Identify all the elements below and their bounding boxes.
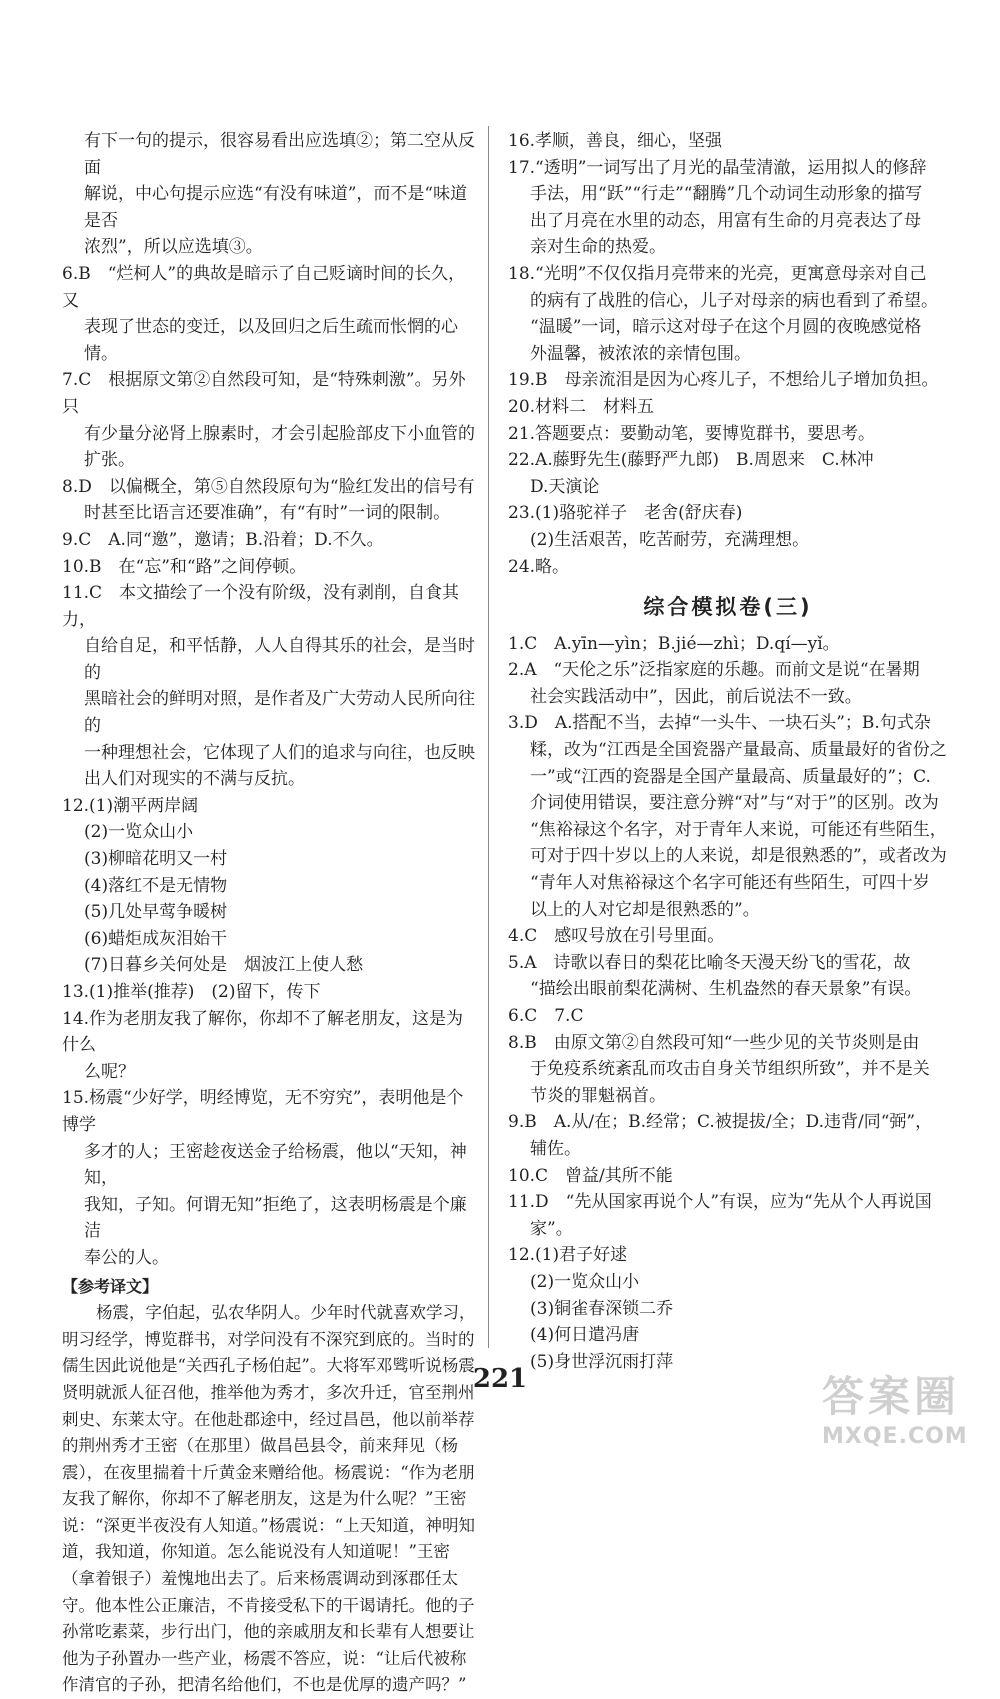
reference-translation-text: 杨震，字伯起，弘农华阴人。少年时代就喜欢学习，明习经学，博览群书，对学问没有不深究到底的。当时的儒生因此说他是“关西孔子杨伯起”。大将军邓骘听说杨震贤明就派人征召他，推举他为秀才，多次升迁，官至荆州刺史、东莱太守。在他赴郡途中，经过昌邑，他以前举荐的荆州秀才王密（在那里）做昌邑县令，前来拜见（杨震），在夜里揣着十斤黄金来赠给他。杨震说：“作为老朋友我了解你，你却不了解老朋友，这是为什么呢？”王密说：“深更半夜没有人知道。”杨震说：“上天知道，神明知道，我知道，你知道。怎么能说没有人知道呢！”王密（拿着银子）羞愧地出去了。后来杨震调动到涿郡任太守。他本性公正廉洁，不肯接受私下的干谒请托。他的子孙常吃素菜，步行出门，他的亲戚朋友和长辈有人想要让他为子孙置办一些产业，杨震不答应，说：“让后代被称作清官的子孙，把清名给他们，不也是优厚的遗产吗？” xyxy=(62,1303,476,1695)
answer-line: 扩张。 xyxy=(84,450,135,471)
answer-21: 21.答题要点：要勤动笔，要博览群书，要思考。 xyxy=(508,423,876,444)
answer-24: 24.略。 xyxy=(508,556,570,577)
answer-line: 我知，子知。何谓无知”拒绝了，这表明杨震是个廉洁 xyxy=(84,1194,467,1242)
answer-s9: 9.B A.从/在；B.经常；C.被提拔/全；D.违背/同“弼”， xyxy=(508,1112,933,1133)
answer-line: 出了月亮在水里的动态，用富有生命的月亮表达了母 xyxy=(530,210,921,231)
answer-line: 于免疫系统紊乱而攻击自身关节组织所致”，并不是关 xyxy=(530,1059,930,1080)
answer-line: 的病有了战胜的信心，儿子对母亲的病也看到了希望。 xyxy=(530,290,938,311)
answer-line: 有下一句的提示，很容易看出应选填②；第二空从反面 xyxy=(84,131,475,178)
answer-19: 19.B 母亲流泪是因为心疼儿子，不想给儿子增加负担。 xyxy=(508,370,939,391)
answer-s2: 2.A “天伦之乐”泛指家庭的乐趣。而前文是说“在暑期 xyxy=(508,660,920,681)
answer-line: 家”。 xyxy=(530,1218,573,1239)
column-divider xyxy=(488,126,489,1348)
answer-line: 一种理想社会，它体现了人们的追求与向往，也反映 xyxy=(84,742,475,763)
answer-s3: 3.D A.搭配不当，去掉“一头牛、一块石头”；B.句式杂 xyxy=(508,713,931,734)
answer-11: 11.C 本文描绘了一个没有阶级，没有剥削，自食其力， xyxy=(62,583,460,630)
answer-10: 10.B 在“忘”和“路”之间停顿。 xyxy=(62,556,307,577)
answer-line: 以上的人对它却是很熟悉的”。 xyxy=(530,899,760,920)
answer-12-7: (7)日暮乡关何处是 烟波江上使人愁 xyxy=(84,955,364,976)
answer-line: 黑暗社会的鲜明对照，是作者及广大劳动人民所向往的 xyxy=(84,689,475,737)
answer-s12-2: (2)一览众山小 xyxy=(530,1271,640,1292)
answer-line: “青年人对焦裕禄这个名字可能还有些陌生，可四十岁 xyxy=(530,873,930,894)
answer-12-5: (5)几处早莺争暖树 xyxy=(84,902,228,923)
answer-22: 22.A.藤野先生(藤野严九郎) B.周恩来 C.林冲 xyxy=(508,450,874,471)
answer-line: 介词使用错误，要注意分辨“对”与“对于”的区别。改为 xyxy=(530,793,939,814)
answer-line: 亲对生命的热爱。 xyxy=(530,237,666,258)
answer-line: 自给自足，和平恬静，人人自得其乐的社会，是当时的 xyxy=(84,636,475,683)
answer-line: 出人们对现实的不满与反抗。 xyxy=(84,769,305,790)
answer-14: 14.作为老朋友我了解你，你却不了解老朋友，这是为什么 xyxy=(62,1008,464,1056)
answer-12-4: (4)落红不是无情物 xyxy=(84,875,228,896)
answer-s6: 6.C 7.C xyxy=(508,1006,584,1026)
answer-s12-4: (4)何日遣冯唐 xyxy=(530,1325,640,1346)
answer-6: 6.B “烂柯人”的典故是暗示了自己贬谪时间的长久，又 xyxy=(62,263,466,311)
answer-18: 18.“光明”不仅仅指月亮带来的光亮，更寓意母亲对自己 xyxy=(508,263,927,284)
answer-s12-5: (5)身世浮沉雨打萍 xyxy=(530,1351,674,1372)
answer-line: 表现了世态的变迁，以及回归之后生疏而怅惘的心情。 xyxy=(84,317,458,364)
answer-s11: 11.D “先从国家再说个人”有误，应为“先从个人再说国 xyxy=(508,1192,932,1213)
answer-line: 时甚至比语言还要准确”，有“有时”一词的限制。 xyxy=(84,503,451,524)
answer-line: 解说，中心句提示应选“有没有味道”，而不是“味道是否 xyxy=(84,184,468,231)
left-column xyxy=(62,128,480,1699)
answer-line: 有少量分泌肾上腺素时，才会引起脸部皮下小血管的 xyxy=(84,423,475,444)
answer-line: 么呢？ xyxy=(84,1061,135,1082)
answer-s10: 10.C 曾益/其所不能 xyxy=(508,1165,673,1186)
answer-line: D.天演论 xyxy=(530,476,600,497)
answer-12-3: (3)柳暗花明又一村 xyxy=(84,849,228,870)
answer-line: 糅，改为“江西是全国瓷器产量最高、质量最好的省份之 xyxy=(530,740,947,761)
right-column xyxy=(508,128,948,1375)
answer-line: (2)生活艰苦，吃苦耐劳，充满理想。 xyxy=(530,529,810,550)
answer-s12-3: (3)铜雀春深锁二乔 xyxy=(530,1298,674,1319)
page-number: 221 xyxy=(472,1364,528,1394)
answer-s1: 1.C A.yīn—yìn；B.jié—zhì；D.qí—yǐ。 xyxy=(508,633,840,654)
answer-line: 多才的人；王密趁夜送金子给杨震，他以“天知，神知， xyxy=(84,1141,467,1189)
answer-s12: 12.(1)君子好逑 xyxy=(508,1245,628,1266)
answer-12: 12.(1)潮平两岸阔 xyxy=(62,795,199,816)
section-title: 综合模拟卷(三) xyxy=(643,595,813,620)
answer-line: 浓烈”，所以应选填③。 xyxy=(84,237,263,258)
answer-23: 23.(1)骆驼祥子 老舍(舒庆春) xyxy=(508,503,743,524)
answer-line: 社会实践活动中”，因此，前后说法不一致。 xyxy=(530,686,862,707)
reference-translation-heading: 【参考译文】 xyxy=(62,1276,159,1296)
answer-9: 9.C A.同“邀”，邀请；B.沿着；D.不久。 xyxy=(62,529,384,550)
answer-s8: 8.B 由原文第②自然段可知“一些少见的关节炎则是由 xyxy=(508,1032,920,1053)
answer-15: 15.杨震“少好学，明经博览，无不穷究”，表明他是个博学 xyxy=(62,1088,464,1135)
watermark-top-text: 答案圈 xyxy=(822,1372,961,1421)
answer-line: 节炎的罪魁祸首。 xyxy=(530,1085,666,1106)
answer-line: 一”或“江西的瓷器是全国产量最高、质量最好的”；C. xyxy=(530,766,931,787)
answer-13: 13.(1)推举(推荐) (2)留下，传下 xyxy=(62,982,321,1002)
answer-line: 辅佐。 xyxy=(530,1138,581,1159)
answer-7: 7.C 根据原文第②自然段可知，是“特殊刺激”。另外只 xyxy=(62,370,466,417)
watermark-logo xyxy=(822,1364,982,1454)
answer-8: 8.D 以偏概全，第⑤自然段原句为“脸红发出的信号有 xyxy=(62,476,475,497)
answer-line: 可对于四十岁以上的人来说，却是很熟悉的”，或者改为 xyxy=(530,846,947,867)
answer-line: “温暖”一词，暗示这对母子在这个月圆的夜晚感觉格 xyxy=(530,317,922,338)
answer-17: 17.“透明”一词写出了月光的晶莹清澈，运用拟人的修辞 xyxy=(508,157,927,178)
answer-line: 外温馨，被浓浓的亲情包围。 xyxy=(530,343,751,364)
answer-line: “焦裕禄这个名字，对于青年人来说，可能还有些陌生， xyxy=(530,819,947,840)
answer-line: “描绘出眼前梨花满树、生机盎然的春天景象”有误。 xyxy=(530,979,922,1000)
answer-line: 手法，用“跃”“行走”“翻腾”几个动词生动形象的描写 xyxy=(530,184,923,205)
watermark-bottom-text: MXQE.COM xyxy=(822,1424,968,1449)
answer-s4: 4.C 感叹号放在引号里面。 xyxy=(508,926,725,947)
answer-12-6: (6)蜡炬成灰泪始干 xyxy=(84,928,228,949)
answer-line: 奉公的人。 xyxy=(84,1247,169,1268)
answer-16: 16.孝顺，善良，细心，坚强 xyxy=(508,131,723,151)
answer-s5: 5.A 诗歌以春日的梨花比喻冬天漫天纷飞的雪花，故 xyxy=(508,952,911,973)
answer-20: 20.材料二 材料五 xyxy=(508,396,655,417)
answer-12-2: (2)一览众山小 xyxy=(84,822,194,843)
